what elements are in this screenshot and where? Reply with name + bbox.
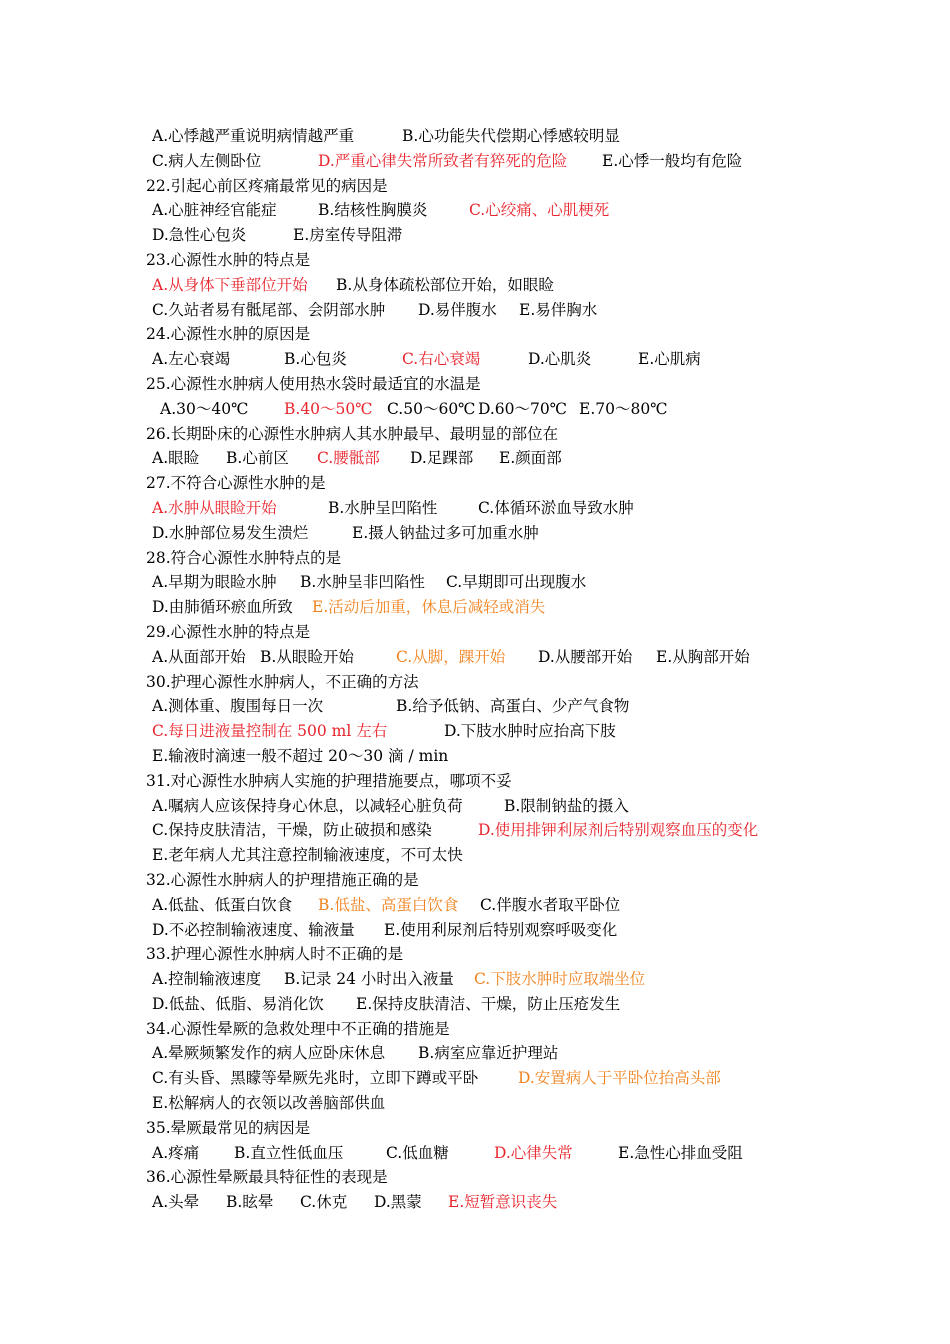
option: C.病人左侧卧位	[152, 151, 262, 170]
option: A.低盐、低蛋白饮食	[152, 895, 293, 914]
option: B.眩晕	[226, 1193, 274, 1212]
option-row	[146, 149, 926, 174]
question-stem: 30.护理心源性水肿病人，不正确的方法	[146, 672, 419, 691]
option-row	[146, 397, 926, 422]
option: B.限制钠盐的摄入	[504, 796, 629, 815]
option: E.易伴胸水	[519, 300, 598, 319]
option: B.病室应靠近护理站	[418, 1044, 559, 1063]
option: A.嘱病人应该保持身心休息，以减轻心脏负荷	[152, 796, 463, 815]
option: E.从胸部开始	[656, 647, 750, 666]
option: A.心悸越严重说明病情越严重	[152, 127, 355, 145]
answer-option: D.严重心律失常所致者有猝死的危险	[318, 151, 568, 170]
answer-option: C.从脚，踝开始	[396, 647, 506, 666]
option: E.颜面部	[499, 449, 562, 468]
question-stem: 28.符合心源性水肿特点的是	[146, 548, 342, 567]
option-row	[146, 694, 926, 719]
question-stem: 34.心源性晕厥的急救处理中不正确的措施是	[146, 1019, 450, 1038]
option: B.心前区	[226, 449, 289, 468]
option-row	[146, 719, 926, 744]
option: A.眼睑	[152, 449, 200, 468]
option: D.不必控制输液速度、输液量	[152, 920, 355, 939]
option: B.心功能失代偿期心悸感较明显	[402, 127, 620, 145]
option-row	[146, 595, 926, 620]
option-row	[146, 1041, 926, 1066]
option: A.测体重、腹围每日一次	[152, 697, 324, 716]
option: A.左心衰竭	[152, 350, 231, 369]
option: C.保持皮肤清洁，干燥，防止破损和感染	[152, 821, 432, 840]
option-row	[146, 967, 926, 992]
option-row	[146, 124, 926, 149]
option-row	[146, 496, 926, 521]
option: C.50～60℃	[387, 399, 476, 418]
option-row	[146, 794, 926, 819]
option: A.从面部开始	[152, 647, 246, 666]
answer-option: C.心绞痛、心肌梗死	[469, 201, 610, 220]
option: B.直立性低血压	[234, 1143, 344, 1162]
answer-option: D.安置病人于平卧位抬高头部	[518, 1069, 721, 1088]
question-stem: 26.长期卧床的心源性水肿病人其水肿最早、最明显的部位在	[146, 424, 559, 443]
option-row	[146, 223, 926, 248]
option: B.心包炎	[284, 350, 347, 369]
option: B.水肿呈非凹陷性	[300, 573, 425, 592]
option: A.30～40℃	[160, 399, 249, 418]
option: C.低血糖	[386, 1143, 449, 1162]
option-row	[146, 1190, 926, 1215]
option: D.易伴腹水	[418, 300, 497, 319]
answer-option: C.每日进液量控制在 500 ml 左右	[152, 722, 388, 741]
option-row	[146, 893, 926, 918]
question-stem: 27.不符合心源性水肿的是	[146, 474, 326, 493]
option-row	[146, 918, 926, 943]
question-stem: 25.心源性水肿病人使用热水袋时最适宜的水温是	[146, 374, 481, 393]
option: A.疼痛	[152, 1143, 200, 1162]
option: D.足踝部	[410, 449, 474, 468]
option: D.急性心包炎	[152, 226, 247, 245]
option: C.早期即可出现腹水	[446, 573, 587, 592]
option: E.心悸一般均有危险	[602, 151, 743, 170]
option: E.心肌病	[638, 350, 701, 369]
answer-option: A.水肿从眼睑开始	[152, 498, 277, 517]
option-row	[146, 843, 926, 868]
option: B.从眼睑开始	[260, 647, 354, 666]
option-row	[146, 347, 926, 372]
option: D.心肌炎	[528, 350, 592, 369]
option: E.输液时滴速一般不超过 20～30 滴 / min	[152, 746, 449, 765]
option-row	[146, 1141, 926, 1166]
option: A.早期为眼睑水肿	[152, 573, 277, 592]
answer-option: E.短暂意识丧失	[448, 1193, 558, 1212]
question-stem: 24.心源性水肿的原因是	[146, 325, 311, 344]
option: E.急性心排血受阻	[618, 1143, 743, 1162]
option: E.老年病人尤其注意控制输液速度，不可太快	[152, 846, 463, 865]
option: B.结核性胸膜炎	[318, 201, 428, 220]
answer-option: C.右心衰竭	[402, 350, 481, 369]
option: E.70～80℃	[579, 399, 668, 418]
option: B.给予低钠、高蛋白、少产气食物	[396, 697, 630, 716]
option-row	[146, 273, 926, 298]
option: D.下肢水肿时应抬高下肢	[444, 722, 616, 741]
option: E.使用利尿剂后特别观察呼吸变化	[384, 920, 618, 939]
option: B.水肿呈凹陷性	[328, 498, 438, 517]
question-stem: 35.晕厥最常见的病因是	[146, 1118, 311, 1137]
option: C.有头昏、黑矇等晕厥先兆时，立即下蹲或平卧	[152, 1069, 479, 1088]
option: A.头晕	[152, 1193, 200, 1212]
option: C.体循环淤血导致水肿	[478, 498, 634, 517]
option-row	[146, 198, 926, 223]
answer-option: C.下肢水肿时应取端坐位	[474, 970, 646, 989]
option: D.由肺循环瘀血所致	[152, 598, 293, 617]
option: C.休克	[300, 1193, 348, 1212]
question-stem: 31.对心源性水肿病人实施的护理措施要点，哪项不妥	[146, 771, 512, 790]
option-row	[146, 1091, 926, 1116]
question-stem: 36.心源性晕厥最具特征性的表现是	[146, 1168, 388, 1187]
option: D.低盐、低脂、易消化饮	[152, 994, 324, 1013]
option-row	[146, 521, 926, 546]
question-stem: 32.心源性水肿病人的护理措施正确的是	[146, 870, 419, 889]
option: D.黑蒙	[374, 1193, 422, 1212]
option-row	[146, 298, 926, 323]
question-stem: 22.引起心前区疼痛最常见的病因是	[146, 176, 388, 195]
option-row	[146, 446, 926, 471]
answer-option: A.从身体下垂部位开始	[152, 275, 308, 294]
option: E.松解病人的衣领以改善脑部供血	[152, 1094, 386, 1113]
option: A.控制输液速度	[152, 970, 262, 989]
answer-option: D.心律失常	[494, 1143, 573, 1162]
option-row	[146, 818, 926, 843]
option-row	[146, 744, 926, 769]
answer-option: D.使用排钾利尿剂后特别观察血压的变化	[478, 821, 759, 840]
answer-option: B.低盐、高蛋白饮食	[318, 895, 459, 914]
option: C.久站者易有骶尾部、会阴部水肿	[152, 300, 386, 319]
option-row	[146, 645, 926, 670]
option: D.60～70℃	[478, 399, 568, 418]
option: E.摄人钠盐过多可加重水肿	[352, 523, 539, 542]
answer-option: B.40～50℃	[284, 399, 373, 418]
question-stem: 33.护理心源性水肿病人时不正确的是	[146, 945, 404, 964]
option: B.从身体疏松部位开始，如眼睑	[336, 275, 554, 294]
option-row	[146, 570, 926, 595]
option: D.水肿部位易发生溃烂	[152, 523, 309, 542]
question-stem: 29.心源性水肿的特点是	[146, 622, 311, 641]
option: A.心脏神经官能症	[152, 201, 277, 220]
option: D.从腰部开始	[538, 647, 633, 666]
option: A.晕厥频繁发作的病人应卧床休息	[152, 1044, 386, 1063]
question-stem: 23.心源性水肿的特点是	[146, 250, 311, 269]
question-list	[146, 124, 926, 1215]
option: C.伴腹水者取平卧位	[480, 895, 621, 914]
option-row	[146, 992, 926, 1017]
option: E.房室传导阻滞	[293, 226, 403, 245]
option: B.记录 24 小时出入液量	[284, 970, 454, 989]
answer-option: E.活动后加重，休息后减轻或消失	[312, 598, 546, 617]
option-row	[146, 1066, 926, 1091]
option: E.保持皮肤清洁、干燥，防止压疮发生	[356, 994, 621, 1013]
answer-option: C.腰骶部	[317, 449, 380, 468]
